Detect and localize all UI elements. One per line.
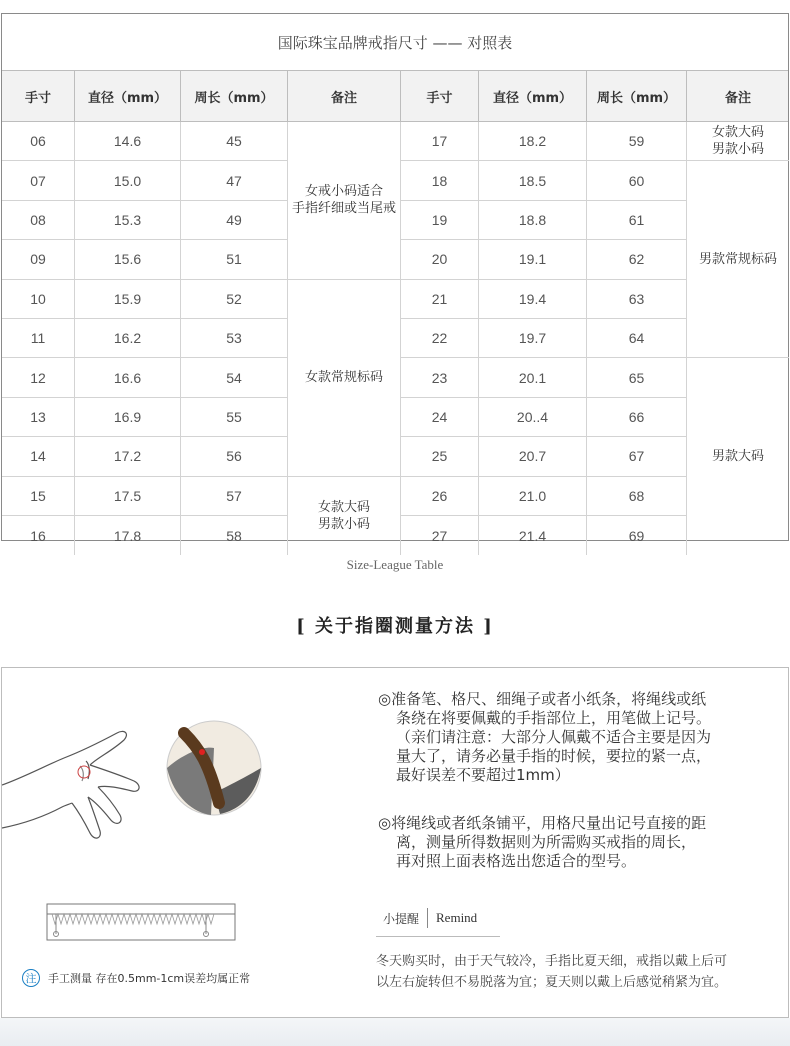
circumference-cell: 61	[587, 201, 687, 240]
remark-line: 男款常规标码	[698, 251, 777, 267]
tip-text	[376, 951, 727, 993]
diameter-cell: 20..4	[479, 398, 587, 437]
circumference-cell: 45	[181, 122, 288, 161]
text-line: 以左右旋转但不易脱落为宜；夏天则以戴上后感觉稍紧为宜。	[376, 975, 728, 990]
diameter-cell: 16.6	[75, 358, 181, 397]
circumference-cell: 64	[587, 319, 687, 358]
ruler-icon	[46, 900, 236, 944]
circumference-cell: 54	[181, 358, 288, 397]
diameter-cell: 19.4	[479, 280, 587, 319]
note-text: 手工测量 存在0.5mm-1cm误差均属正常	[48, 972, 251, 985]
tip-label-cn: 小提醒	[383, 911, 420, 926]
header-cell: 周长（mm）	[181, 71, 288, 121]
section-title: [ 关于指圈测量方法 ]	[296, 616, 494, 637]
circumference-cell: 60	[587, 161, 687, 200]
circumference-cell: 69	[587, 516, 687, 555]
diameter-cell: 19.7	[479, 319, 587, 358]
size-cell: 07	[2, 161, 75, 200]
circumference-cell: 63	[587, 280, 687, 319]
text-line: ◎将绳线或者纸条铺平，用格尺量出记号直接的距	[378, 814, 707, 832]
remark-cell	[687, 358, 789, 555]
text-line: 离，测量所得数据则为所需购买戒指的周长，	[396, 833, 697, 851]
circumference-cell: 58	[181, 516, 288, 555]
size-cell: 21	[401, 280, 479, 319]
size-cell: 12	[2, 358, 75, 397]
remark-line: 女款大码	[711, 125, 764, 141]
size-cell: 16	[2, 516, 75, 555]
size-cell: 23	[401, 358, 479, 397]
text-line: 量大了，请务必量手指的时候，要拉的紧一点，	[396, 747, 712, 765]
remark-cell	[288, 122, 401, 280]
size-cell: 06	[2, 122, 75, 161]
text-line: ◎准备笔、格尺、细绳子或者小纸条，将绳线或纸	[378, 690, 707, 708]
size-cell: 09	[2, 240, 75, 279]
size-cell: 25	[401, 437, 479, 476]
tip-divider	[427, 908, 428, 928]
remark-cell	[288, 477, 401, 556]
circumference-cell: 55	[181, 398, 288, 437]
text-line: （亲们请注意：大部分人佩戴不适合主要是因为	[396, 728, 712, 746]
circumference-cell: 62	[587, 240, 687, 279]
size-cell: 18	[401, 161, 479, 200]
circumference-cell: 52	[181, 280, 288, 319]
circumference-cell: 56	[181, 437, 288, 476]
diameter-cell: 20.1	[479, 358, 587, 397]
text-line: 条绕在将要佩戴的手指部位上，用笔做上记号。	[396, 709, 712, 727]
measurement-note	[22, 969, 250, 987]
circumference-cell: 53	[181, 319, 288, 358]
remark-line: 男款小码	[317, 516, 370, 532]
header-cell: 手寸	[2, 71, 75, 121]
bottom-band	[0, 1018, 790, 1046]
size-cell: 08	[2, 201, 75, 240]
table-header-row	[2, 71, 788, 122]
size-cell: 10	[2, 280, 75, 319]
tip-label-en: Remind	[436, 910, 478, 925]
note-icon: 注	[22, 969, 40, 987]
remark-line: 手指纤细或当尾戒	[291, 201, 396, 217]
circumference-cell: 59	[587, 122, 687, 161]
circumference-cell: 49	[181, 201, 288, 240]
diameter-cell: 21.0	[479, 477, 587, 516]
remark-cell	[687, 122, 789, 161]
circumference-cell: 51	[181, 240, 288, 279]
circumference-cell: 67	[587, 437, 687, 476]
diameter-cell: 16.2	[75, 319, 181, 358]
size-cell: 14	[2, 437, 75, 476]
method-step-2	[378, 814, 706, 871]
diameter-cell: 17.2	[75, 437, 181, 476]
diameter-cell: 14.6	[75, 122, 181, 161]
size-cell: 11	[2, 319, 75, 358]
remark-line: 男款大码	[711, 449, 764, 465]
size-cell: 20	[401, 240, 479, 279]
table-title: 国际珠宝品牌戒指尺寸 —— 对照表	[2, 14, 788, 71]
hand-illustration	[2, 703, 162, 873]
header-cell: 直径（mm）	[75, 71, 181, 121]
remark-line: 女款常规标码	[304, 370, 383, 386]
size-cell: 22	[401, 319, 479, 358]
remark-line: 女款大码	[317, 499, 370, 515]
size-cell: 27	[401, 516, 479, 555]
text-line: 再对照上面表格选出您适合的型号。	[396, 852, 637, 870]
circumference-cell: 65	[587, 358, 687, 397]
text-line: 冬天购买时，由于天气较冷，手指比夏天细，戒指以戴上后可	[376, 954, 728, 969]
size-cell: 17	[401, 122, 479, 161]
size-cell: 15	[2, 477, 75, 516]
remark-cell	[687, 161, 789, 358]
method-step-1	[378, 690, 711, 785]
size-cell: 26	[401, 477, 479, 516]
diameter-cell: 21.4	[479, 516, 587, 555]
diameter-cell: 15.3	[75, 201, 181, 240]
remark-line: 女戒小码适合	[304, 184, 383, 200]
size-cell: 24	[401, 398, 479, 437]
diameter-cell: 15.6	[75, 240, 181, 279]
table-caption: Size-League Table	[346, 557, 444, 572]
circumference-cell: 66	[587, 398, 687, 437]
circumference-cell: 57	[181, 477, 288, 516]
header-cell: 直径（mm）	[479, 71, 587, 121]
remark-cell	[288, 280, 401, 477]
header-cell: 备注	[724, 90, 751, 106]
circumference-cell: 68	[587, 477, 687, 516]
diameter-cell: 17.5	[75, 477, 181, 516]
size-cell: 19	[401, 201, 479, 240]
text-line: 最好误差不要超过1mm）	[396, 766, 570, 784]
header-cell: 备注	[288, 71, 401, 121]
diameter-cell: 17.8	[75, 516, 181, 555]
diameter-cell: 20.7	[479, 437, 587, 476]
tip-heading	[383, 908, 477, 928]
size-table	[1, 13, 789, 544]
diameter-cell: 18.2	[479, 122, 587, 161]
diameter-cell: 19.1	[479, 240, 587, 279]
diameter-cell: 16.9	[75, 398, 181, 437]
size-cell: 13	[2, 398, 75, 437]
tip-underline	[376, 936, 500, 937]
diameter-cell: 15.0	[75, 161, 181, 200]
finger-wrap-closeup-icon	[164, 718, 264, 818]
circumference-cell: 47	[181, 161, 288, 200]
header-cell: 周长（mm）	[587, 71, 687, 121]
diameter-cell: 18.5	[479, 161, 587, 200]
diameter-cell: 15.9	[75, 280, 181, 319]
diameter-cell: 18.8	[479, 201, 587, 240]
remark-line: 男款小码	[711, 142, 764, 158]
header-cell: 手寸	[401, 71, 479, 121]
